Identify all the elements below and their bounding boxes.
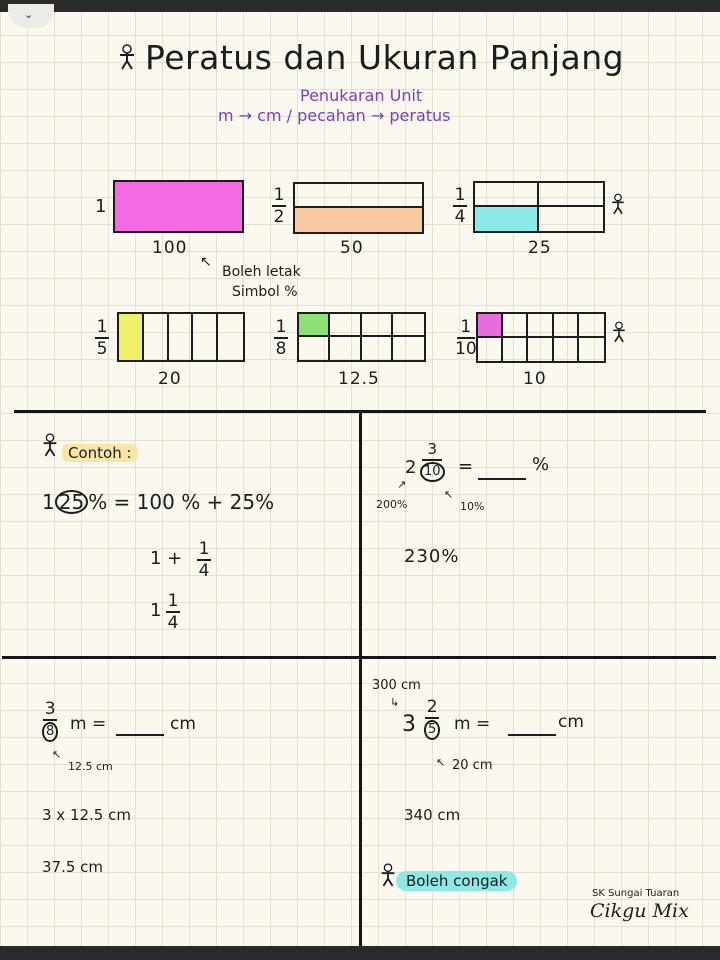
q3-note: 12.5 cm [68, 760, 113, 773]
q2-percent: % [532, 454, 550, 475]
fraction-quarter: 1 4 [454, 185, 466, 227]
q4-cm: cm [558, 712, 584, 732]
q2-equals: = [458, 456, 474, 477]
stick-figure-icon [116, 44, 138, 70]
q3-step: 3 x 12.5 cm [42, 806, 131, 824]
q3-cm: cm [170, 714, 196, 734]
divider-middle [2, 656, 716, 659]
q2-note-10: 10% [460, 500, 485, 513]
q1-line2-text: 1 + [150, 548, 183, 569]
page-title: Peratus dan Ukuran Panjang [145, 38, 625, 77]
stick-figure-icon [609, 192, 627, 216]
q4-top-note: 300 cm [372, 678, 421, 693]
q2-answer: 230% [404, 546, 460, 567]
fraction-tenth: 1 10 [455, 317, 477, 359]
collapse-handle[interactable] [8, 4, 54, 28]
subtitle: Penukaran Unit [300, 86, 423, 105]
stick-figure-icon [378, 862, 398, 888]
q2-answer-blank [478, 464, 526, 480]
q2-note-200: 200% [376, 498, 408, 511]
q3-answer: 37.5 cm [42, 858, 104, 876]
bar-tenth [476, 312, 606, 363]
subtitle-conversion: m → cm / pecahan → peratus [218, 106, 451, 125]
chevron-down-icon: ⌄ [24, 8, 34, 21]
q3-m-equals: m = [70, 714, 107, 734]
arrow-icon: ↖ [444, 488, 454, 501]
q1-line1: 1 25 % = 100 % + 25% [42, 490, 275, 514]
top-bar [0, 0, 720, 21]
bar-whole [113, 180, 244, 233]
bar-half [293, 182, 424, 234]
q4-whole: 3 [402, 712, 416, 737]
bottom-bar [0, 946, 720, 960]
stick-figure-icon [40, 432, 60, 458]
arrow-note-icon: ↖ [200, 254, 212, 270]
note-line2: Simbol % [232, 284, 298, 300]
fraction-eighth: 1 8 [275, 317, 287, 359]
q4-m-equals: m = [454, 714, 491, 734]
label-25: 25 [528, 238, 552, 258]
stick-figure-icon [610, 320, 628, 344]
divider-vertical [359, 410, 362, 946]
fraction-fifth: 1 5 [96, 317, 108, 359]
label-20: 20 [158, 369, 182, 389]
arrow-icon: ↳ [390, 696, 400, 709]
fraction-half: 1 2 [273, 185, 285, 227]
tip-label: Boleh congak [396, 872, 517, 890]
example-heading: Contoh : [62, 444, 138, 462]
q3-fraction: 3 8 [42, 700, 58, 742]
arrow-icon: ↗ [397, 478, 407, 491]
q2-whole: 2 [405, 457, 417, 478]
note-line1: Boleh letak [222, 264, 301, 280]
bar-fifth [117, 312, 245, 362]
q1-line2-fraction: 1 4 [198, 539, 210, 581]
label-10: 10 [523, 369, 547, 389]
label-50: 50 [340, 238, 364, 258]
q4-note: 20 cm [452, 758, 493, 773]
q1-line3-whole: 1 [150, 600, 162, 621]
q3-answer-blank [116, 720, 164, 736]
q4-answer-blank [508, 720, 556, 736]
label-100: 100 [152, 238, 188, 258]
label-12-5: 12.5 [338, 369, 380, 389]
q4-answer: 340 cm [404, 806, 461, 824]
arrow-icon: ↖ [52, 748, 62, 761]
bar-eighth [297, 312, 426, 362]
brand-signature: Cikgu Mix [590, 900, 689, 922]
q1-line3-fraction: 1 4 [167, 591, 179, 633]
q2-fraction: $\frac{3}{10}$ [420, 440, 445, 482]
whole-one: 1 [95, 196, 107, 217]
school-name: SK Sungai Tuaran [592, 888, 680, 899]
bar-quarter [473, 181, 605, 233]
q4-fraction: 2 5 [424, 698, 440, 740]
arrow-icon: ↖ [436, 756, 446, 769]
